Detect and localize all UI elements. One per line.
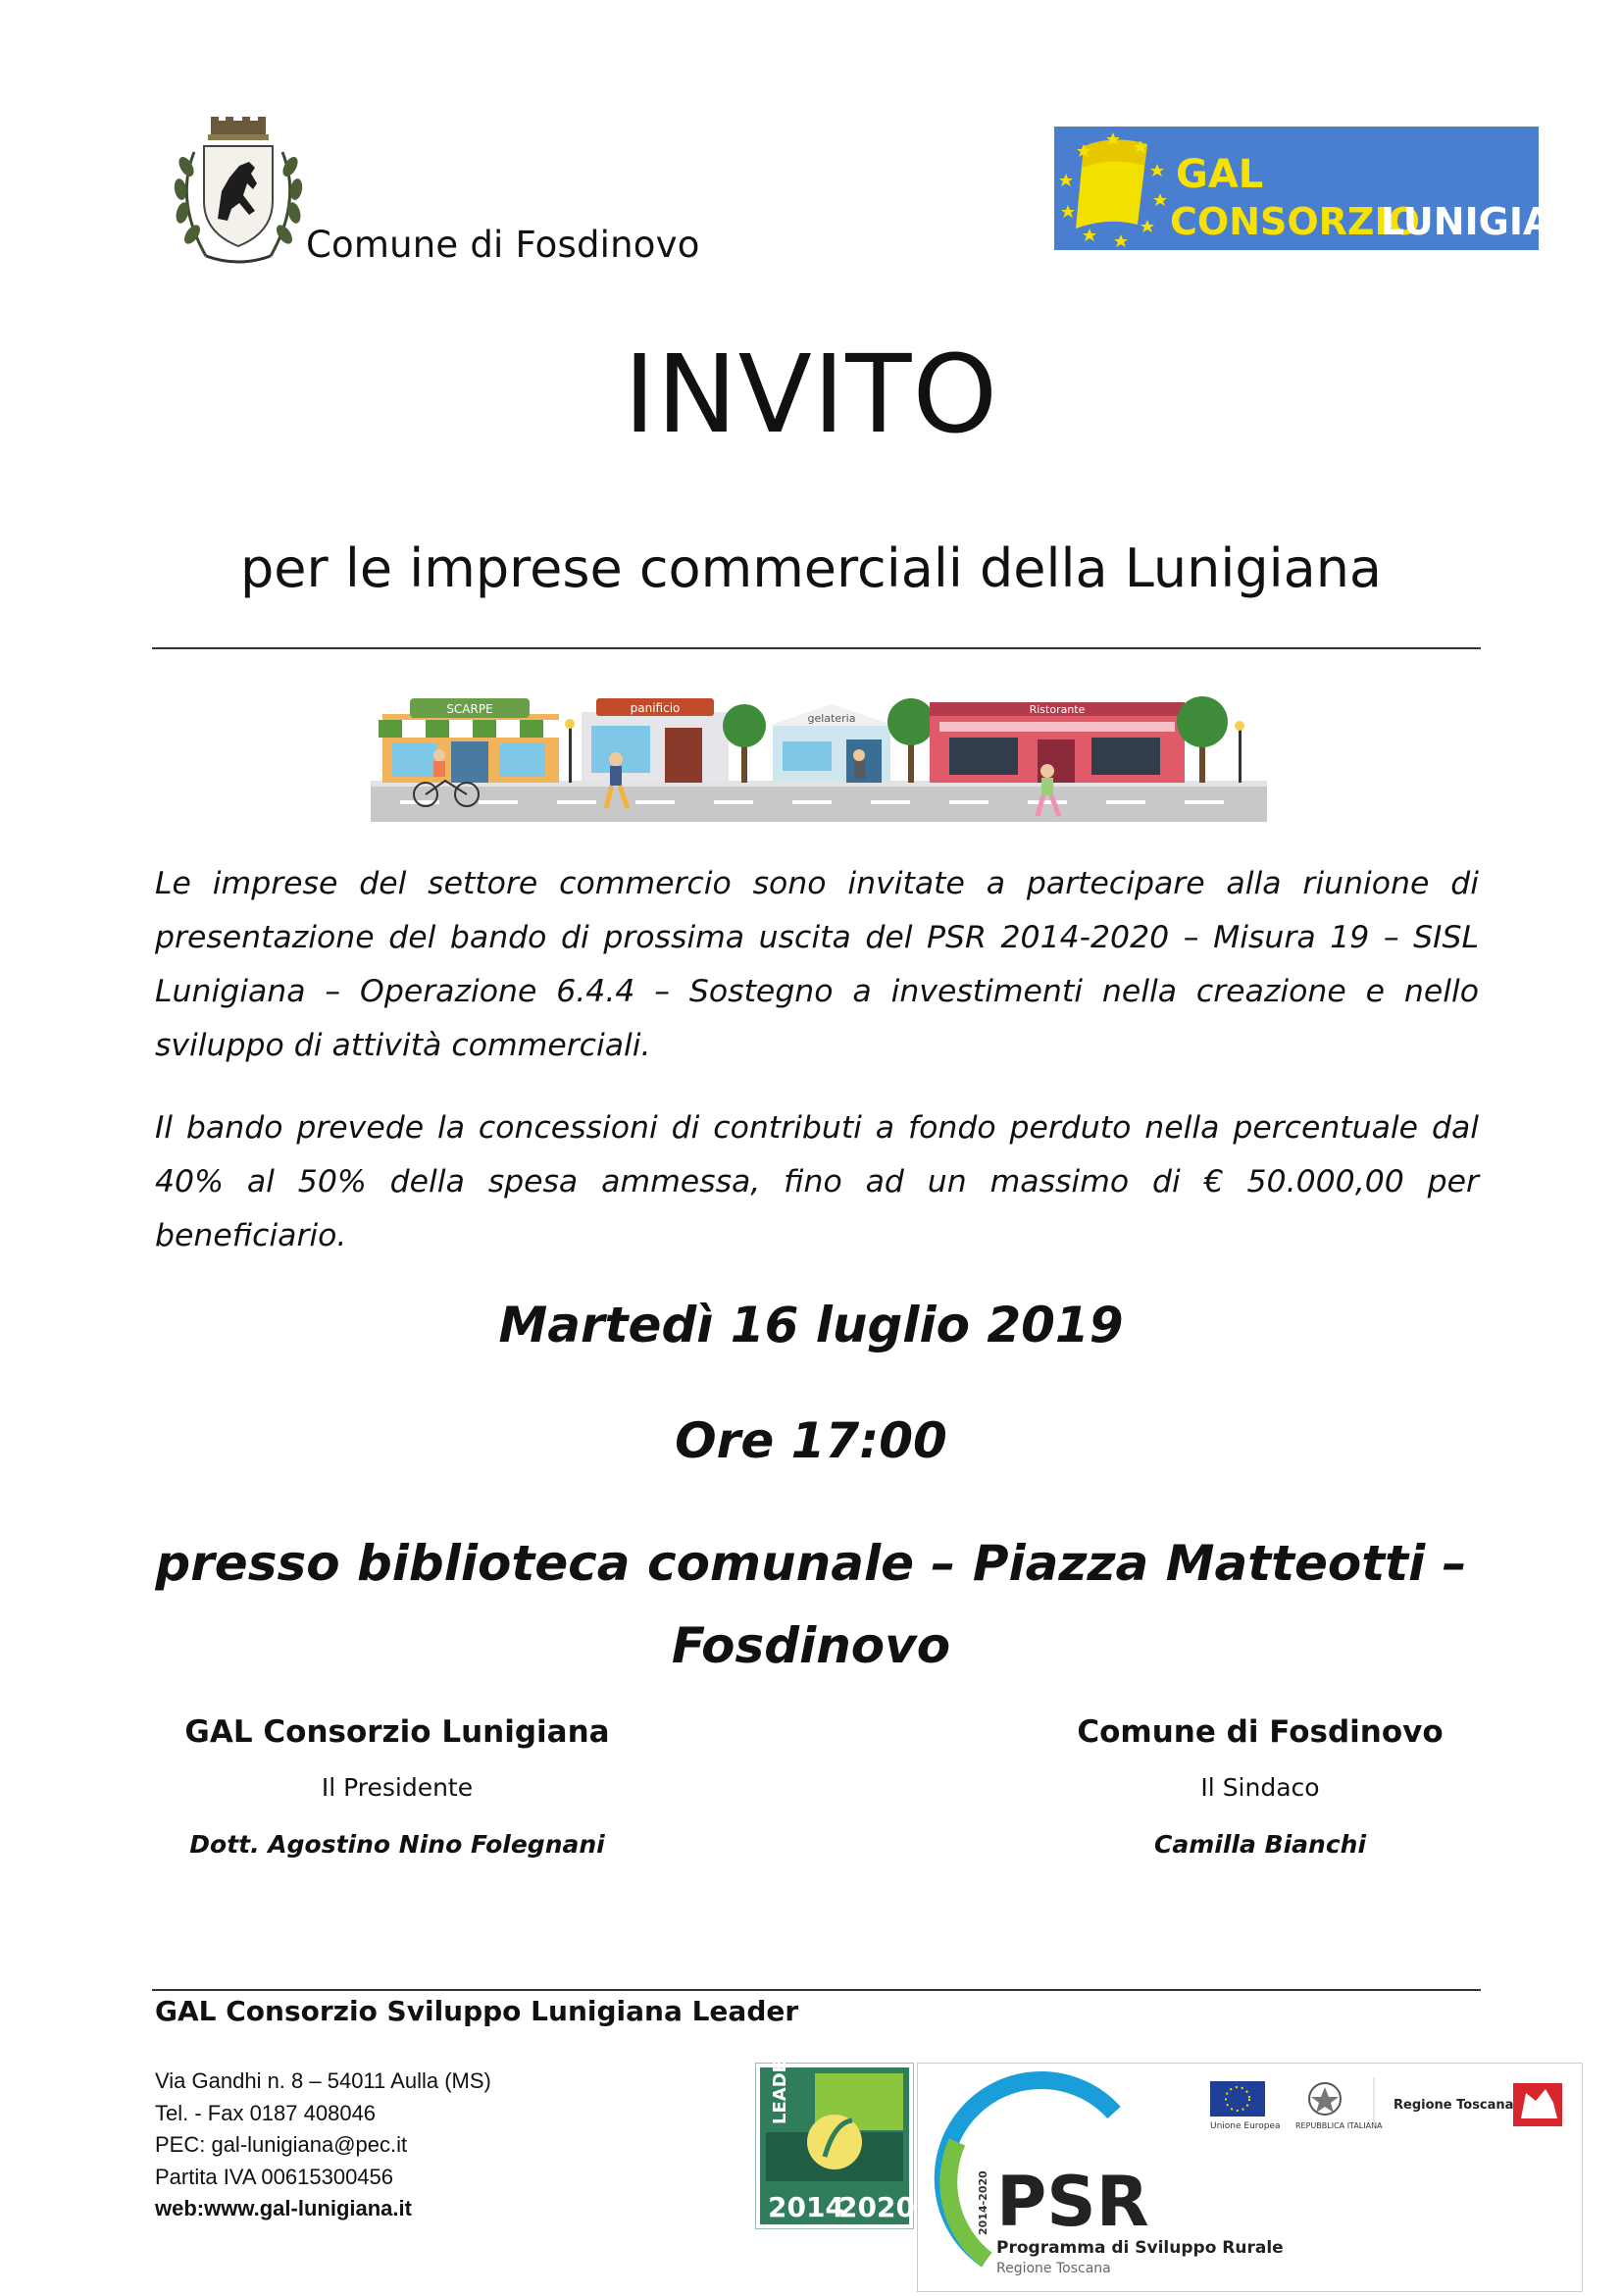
psr-region: Regione Toscana <box>996 2261 1111 2276</box>
footer-vat: Partita IVA 00615300456 <box>155 2164 394 2189</box>
signature-comune-role: Il Sindaco <box>1200 1773 1320 1802</box>
divider-top <box>152 647 1481 649</box>
signature-gal <box>147 1714 647 1859</box>
leader-logo-text: LEADER <box>770 2047 790 2124</box>
gal-logo-word: GAL <box>1176 152 1264 197</box>
shops-street-illustration <box>371 687 1267 822</box>
psr-logos <box>917 2063 1583 2292</box>
signature-comune <box>1010 1714 1510 1859</box>
sign-panificio: panificio <box>630 701 681 715</box>
footer-organization: GAL Consorzio Sviluppo Lunigiana Leader <box>155 1995 799 2027</box>
footer-phone: Tel. - Fax 0187 408046 <box>155 2100 377 2125</box>
signature-comune-name: Camilla Bianchi <box>1153 1830 1367 1859</box>
footer-contacts <box>155 2066 491 2225</box>
toscana-label: Regione Toscana <box>1394 2098 1514 2113</box>
footer-pec: PEC: gal-lunigiana@pec.it <box>155 2132 408 2157</box>
psr-acronym: PSR <box>996 2162 1149 2242</box>
gal-logo-consorzio: CONSORZIO <box>1170 200 1420 243</box>
leader-logo <box>755 2047 915 2229</box>
signature-gal-org: GAL Consorzio Lunigiana <box>184 1714 610 1750</box>
event-place-line1: presso biblioteca comunale – Piazza Matteotti – <box>155 1535 1467 1592</box>
footer-address: Via Gandhi n. 8 – 54011 Aulla (MS) <box>155 2068 491 2093</box>
signature-comune-org: Comune di Fosdinovo <box>1077 1714 1444 1750</box>
gal-logo-lunigiana: LUNIGIANA <box>1381 200 1612 243</box>
signature-gal-name: Dott. Agostino Nino Folegnani <box>189 1830 605 1859</box>
psr-full-name: Programma di Sviluppo Rurale <box>996 2238 1284 2258</box>
footer-web-link[interactable]: web:www.gal-lunigiana.it <box>155 2196 412 2220</box>
page-title: INVITO <box>623 332 999 457</box>
paragraph-invitation: Le imprese del settore commercio sono invitate a partecipare alla riunione di presentazione del bando di prossima uscita del PSR 2014-2020 – Misura 19 – SISL Lunigiana – Operazione 6.4.4 – Sostegno a investimenti nella creazione e nello sviluppo di attività commerciali. <box>155 866 1479 1063</box>
sign-ristorante: Ristorante <box>1029 703 1086 716</box>
leader-logo-graphic <box>756 2047 915 2228</box>
eu-caption: Unione Europea <box>1210 2121 1281 2131</box>
paragraph-bando: Il bando prevede la concessioni di contributi a fondo perduto nella percentuale dal 40% al 50% della spesa ammessa, fino ad un massimo di € 50.000,00 per beneficiario. <box>155 1110 1479 1253</box>
event-date: Martedì 16 luglio 2019 <box>498 1297 1124 1353</box>
leader-logo-year-start: 2014 <box>768 2191 844 2223</box>
sign-gelateria: gelateria <box>807 712 856 725</box>
event-place <box>0 1522 1622 1687</box>
page-subtitle: per le imprese commerciali della Lunigiana <box>239 537 1383 599</box>
gal-logo-graphic <box>1054 127 1612 250</box>
psr-years: 2014-2020 <box>977 2170 989 2235</box>
divider-bottom <box>152 1989 1481 1991</box>
comune-crest-logo <box>157 113 319 270</box>
leader-logo-year-end: 2020 <box>838 2191 915 2223</box>
event-place-line2: Fosdinovo <box>671 1617 951 1674</box>
gal-consorzio-lunigiana-logo <box>1054 127 1612 250</box>
sign-scarpe: SCARPE <box>446 702 493 716</box>
signature-gal-role: Il Presidente <box>321 1773 474 1802</box>
comune-name: Comune di Fosdinovo <box>306 224 700 266</box>
event-time: Ore 17:00 <box>675 1412 947 1469</box>
psr-logos-graphic <box>918 2064 1582 2291</box>
it-caption: REPUBBLICA ITALIANA <box>1295 2121 1383 2130</box>
